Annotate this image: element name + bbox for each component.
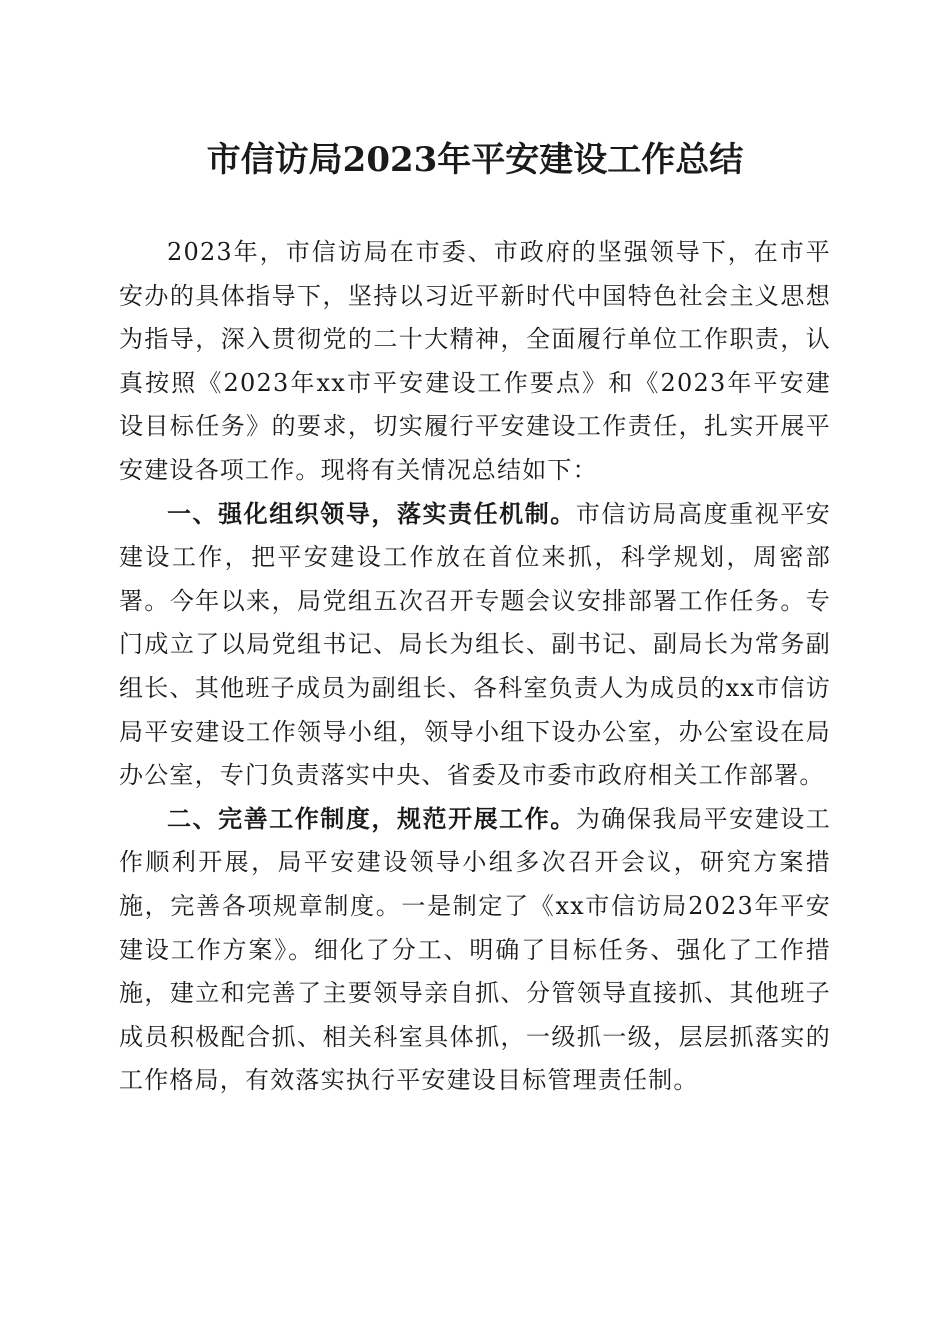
- section-1-heading: 一、强化组织领导，落实责任机制。: [167, 499, 576, 528]
- intro-paragraph: [119, 231, 831, 493]
- paragraph-text: 为确保我局平安建设工作顺利开展，局平安建设领导小组多次召开会议，研究方案措施，完善各项规章制度。一是制定了《xx市信访局2023年平安建设工作方案》。细化了分工、明确了目标任务、强化了工作措施，建立和完善了主要领导亲自抓、分管领导直接抓、其他班子成员积极配合抓、相关科室具体抓，一级抓一级，层层抓落实的工作格局，有效落实执行平安建设目标管理责任制。: [119, 804, 832, 1095]
- document-body: [119, 231, 831, 1103]
- document-title: 市信访局2023年平安建设工作总结: [206, 140, 744, 180]
- section-2-paragraph: [119, 798, 831, 1103]
- section-2-heading: 二、完善工作制度，规范开展工作。: [167, 804, 576, 833]
- section-1-paragraph: [119, 493, 831, 798]
- paragraph-text: 2023年，市信访局在市委、市政府的坚强领导下，在市平安办的具体指导下，坚持以习近平新时代中国特色社会主义思想为指导，深入贯彻党的二十大精神，全面履行单位工作职责，认真按照《2023年xx市平安建设工作要点》和《2023年平安建设目标任务》的要求，切实履行平安建设工作责任，扎实开展平安建设各项工作。现将有关情况总结如下：: [119, 238, 831, 484]
- paragraph-text: 市信访局高度重视平安建设工作，把平安建设工作放在首位来抓，科学规划，周密部署。今年以来，局党组五次召开专题会议安排部署工作任务。专门成立了以局党组书记、局长为组长、副书记、副局长为常务副组长、其他班子成员为副组长、各科室负责人为成员的xx市信访局平安建设工作领导小组，领导小组下设办公室，办公室设在局办公室，专门负责落实中央、省委及市委市政府相关工作部署。: [119, 499, 832, 790]
